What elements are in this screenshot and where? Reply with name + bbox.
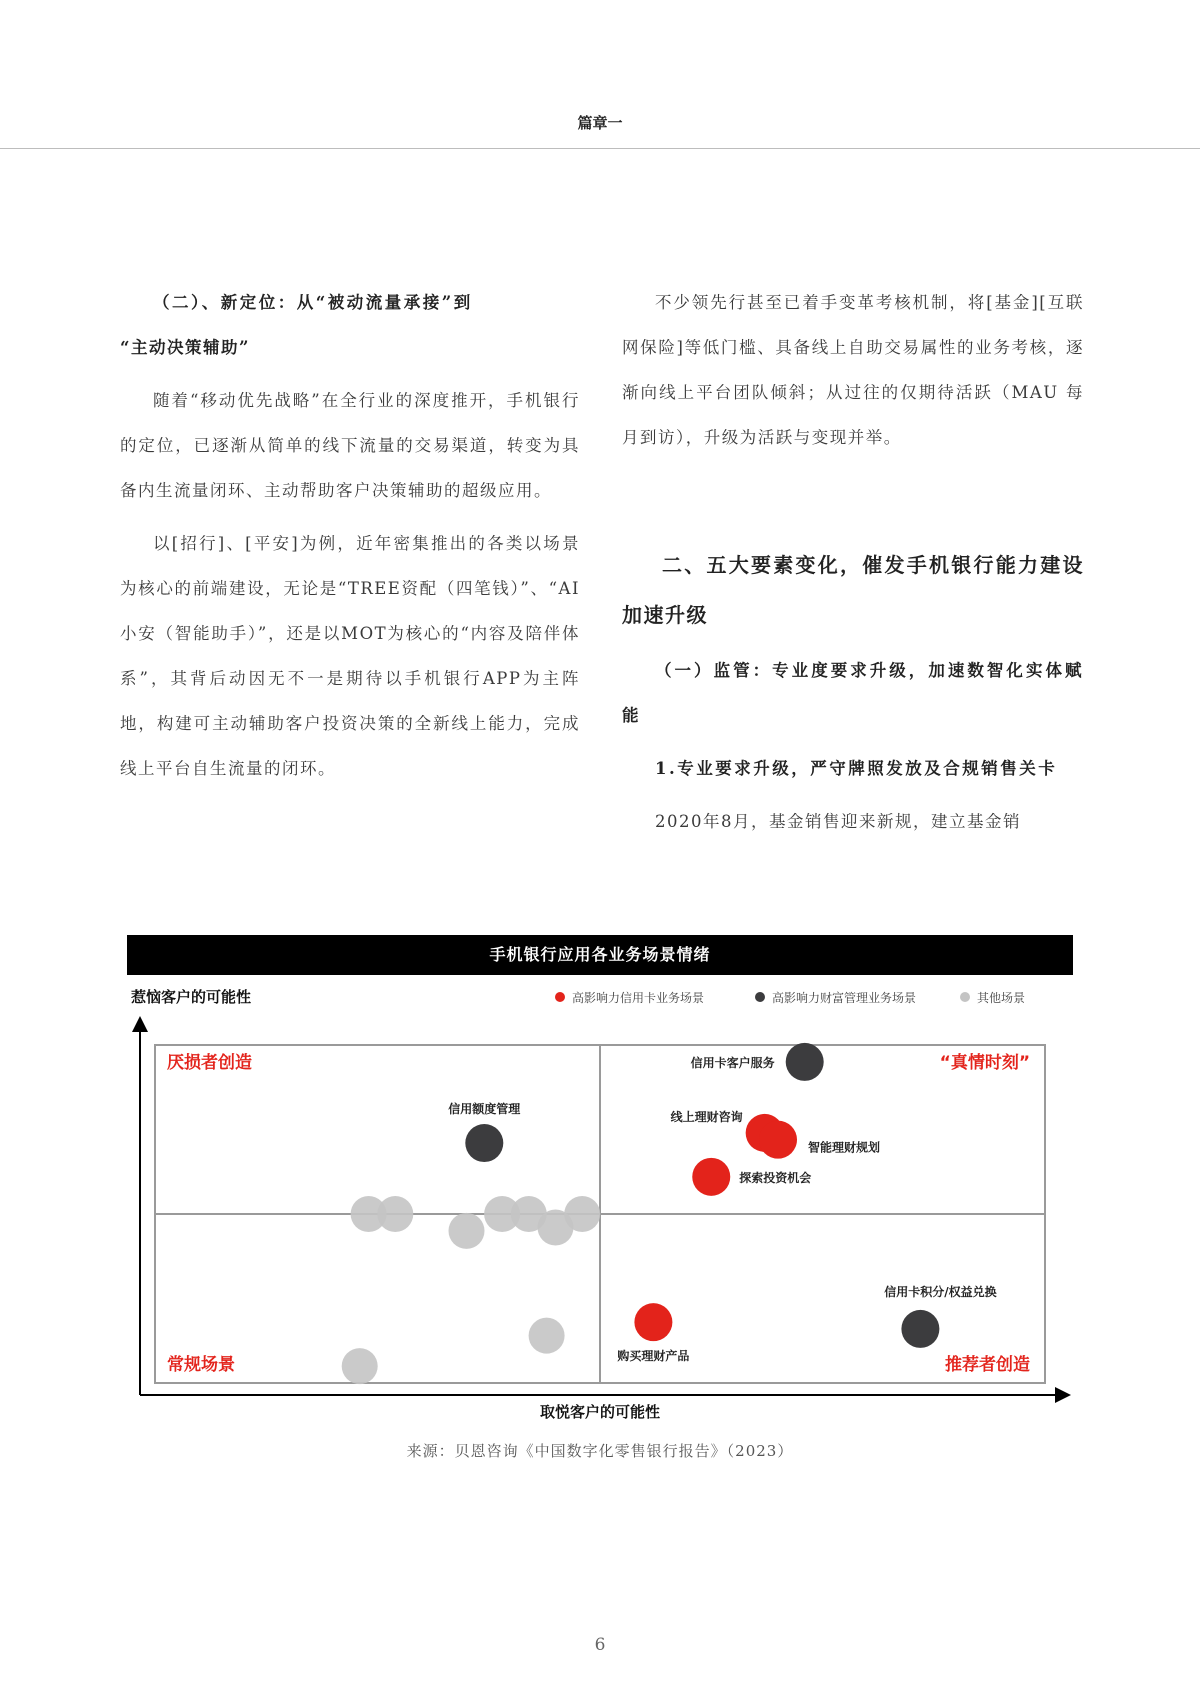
point-label-4: 探索投资机会 xyxy=(739,1170,812,1185)
header-rule xyxy=(0,148,1200,149)
point-0-labeled xyxy=(786,1043,824,1081)
page-number: 6 xyxy=(594,1635,606,1655)
left-paragraph-2: 以[招行]、[平安]为例，近年密集推出的各类以场景为核心的前端建设，无论是“TREE资配（四笔钱）”、“AI小安（智能助手）”，还是以MOT为核心的“内容及陪伴体系”，其背后动因无不一是期待以手机银行APP为主阵地，构建可主动辅助客户投资决策的全新线上能力，完成线上平台自生流量的闭环。 xyxy=(120,534,580,778)
right-paragraph-1: 不少领先行甚至已着手变革考核机制，将[基金][互联网保险]等低门槛、具备线上自助交易属性的业务考核，逐渐向线上平台团队倾斜；从过往的仅期待活跃（MAU 每月到访），升级为活跃与变现并举。 xyxy=(622,293,1084,447)
point-label-3: 智能理财规划 xyxy=(808,1140,881,1155)
point-15-labeled xyxy=(901,1310,939,1348)
section-heading-line2: “主动决策辅助” xyxy=(120,338,250,357)
right-paragraph-2: 2020年8月，基金销售迎来新规，建立基金销 xyxy=(655,812,1021,831)
chart-legend xyxy=(555,990,1025,1005)
point-4-labeled xyxy=(692,1158,730,1196)
point-7 xyxy=(449,1213,485,1249)
y-axis-label: 惹恼客户的可能性 xyxy=(131,988,252,1006)
point-13 xyxy=(342,1348,378,1384)
point-14-labeled xyxy=(634,1303,672,1341)
chart-title: 手机银行应用各业务场景情绪 xyxy=(127,935,1073,975)
point-6 xyxy=(377,1196,413,1232)
quadrant-label-top-left: 厌损者创造 xyxy=(167,1053,252,1073)
quadrant-label-top-right: “真情时刻” xyxy=(939,1053,1030,1073)
point-11 xyxy=(564,1196,600,1232)
legend-label-1: 高影响力财富管理业务场景 xyxy=(772,991,917,1005)
section-title: 二、五大要素变化，催发手机银行能力建设加速升级 xyxy=(622,553,1084,627)
section-heading-line1: （二）、新定位：从“被动流量承接”到 xyxy=(153,293,473,312)
legend-marker-2 xyxy=(960,992,970,1002)
chart-source: 来源：贝恩咨询《中国数字化零售银行报告》（2023） xyxy=(406,1442,794,1460)
left-column xyxy=(120,280,580,791)
point-label-0: 信用卡客户服务 xyxy=(690,1055,775,1070)
point-12 xyxy=(529,1318,565,1354)
legend-marker-1 xyxy=(755,992,765,1002)
point-3-labeled xyxy=(759,1121,797,1159)
point-label-2: 线上理财咨询 xyxy=(670,1109,743,1124)
scatter-chart xyxy=(0,975,1200,1420)
point-1-labeled xyxy=(465,1124,503,1162)
legend-label-2: 其他场景 xyxy=(977,991,1026,1005)
point-label-15: 信用卡积分/权益兑换 xyxy=(884,1284,997,1299)
quadrant-label-bottom-left: 常规场景 xyxy=(167,1355,235,1375)
page-header-title: 篇章一 xyxy=(577,114,623,132)
quadrant-label-bottom-right: 推荐者创造 xyxy=(945,1355,1030,1375)
right-column xyxy=(622,280,1084,844)
sub-heading: （一）监管：专业度要求升级，加速数智化实体赋能 xyxy=(622,661,1084,725)
x-axis-label: 取悦客户的可能性 xyxy=(539,1403,661,1420)
point-label-14: 购买理财产品 xyxy=(617,1349,690,1364)
item-heading: 1.专业要求升级，严守牌照发放及合规销售关卡 xyxy=(655,759,1058,778)
point-label-1: 信用额度管理 xyxy=(448,1102,521,1117)
legend-label-0: 高影响力信用卡业务场景 xyxy=(572,991,705,1005)
legend-marker-0 xyxy=(555,992,565,1002)
left-paragraph-1: 随着“移动优先战略”在全行业的深度推开，手机银行的定位，已逐渐从简单的线下流量的交易渠道，转变为具备内生流量闭环、主动帮助客户决策辅助的超级应用。 xyxy=(120,391,580,500)
